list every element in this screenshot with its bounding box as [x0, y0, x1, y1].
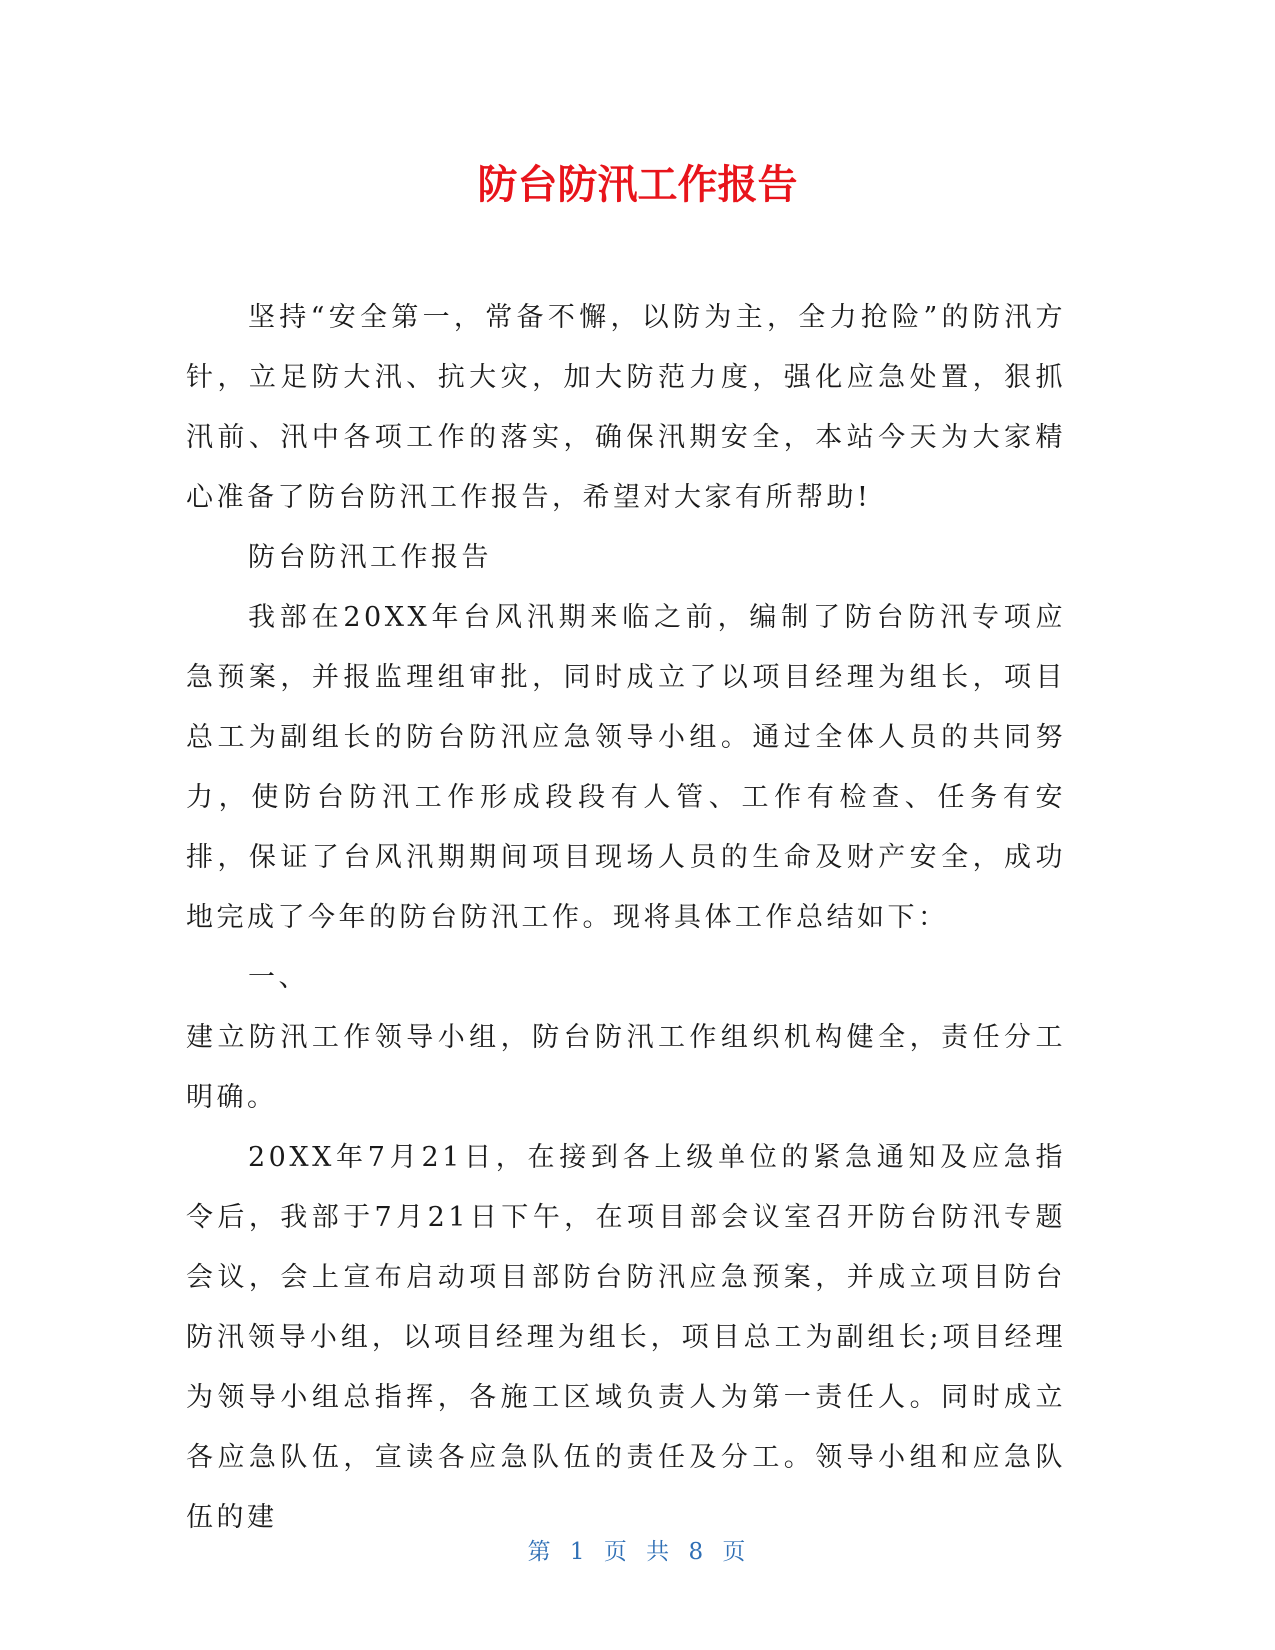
summary-paragraph: 我部在20XX年台风汛期来临之前，编制了防台防汛专项应急预案，并报监理组审批，同时成立了以项目经理为组长，项目总工为副组长的防台防汛应急领导小组。通过全体人员的共同努力，使防台防汛工作形成段段有人管、工作有检查、任务有安排，保证了台风汛期期间项目现场人员的生命及财产安全，成功地完成了今年的防台防汛工作。现将具体工作总结如下：: [186, 602, 1066, 933]
intro-paragraph: 坚持“安全第一，常备不懈，以防为主，全力抢险”的防汛方针，立足防大汛、抗大灾，加大防范力度，强化应急处置，狠抓汛前、汛中各项工作的落实，确保汛期安全，本站今天为大家精心准备了防台防汛工作报告，希望对大家有所帮助!: [186, 302, 1066, 513]
subtitle-paragraph: 防台防汛工作报告: [248, 542, 492, 573]
details-paragraph: 20XX年7月21日，在接到各上级单位的紧急通知及应急指令后，我部于7月21日下午，在项目部会议室召开防台防汛专题会议，会上宣布启动项目部防台防汛应急预案，并成立项目防台防汛领导小组，以项目经理为组长，项目总工为副组长;项目经理为领导小组总指挥，各施工区域负责人为第一责任人。同时成立各应急队伍，宣读各应急队伍的责任及分工。领导小组和应急队伍的建: [186, 1142, 1066, 1533]
section-heading-paragraph: 建立防汛工作领导小组，防台防汛工作组织机构健全，责任分工明确。: [186, 1022, 1066, 1113]
section-number: 一、: [248, 962, 309, 993]
document-body: [186, 288, 1066, 1548]
page-number-footer: 第 1 页 共 8 页: [527, 1539, 748, 1565]
document-title: 防台防汛工作报告: [477, 162, 798, 208]
